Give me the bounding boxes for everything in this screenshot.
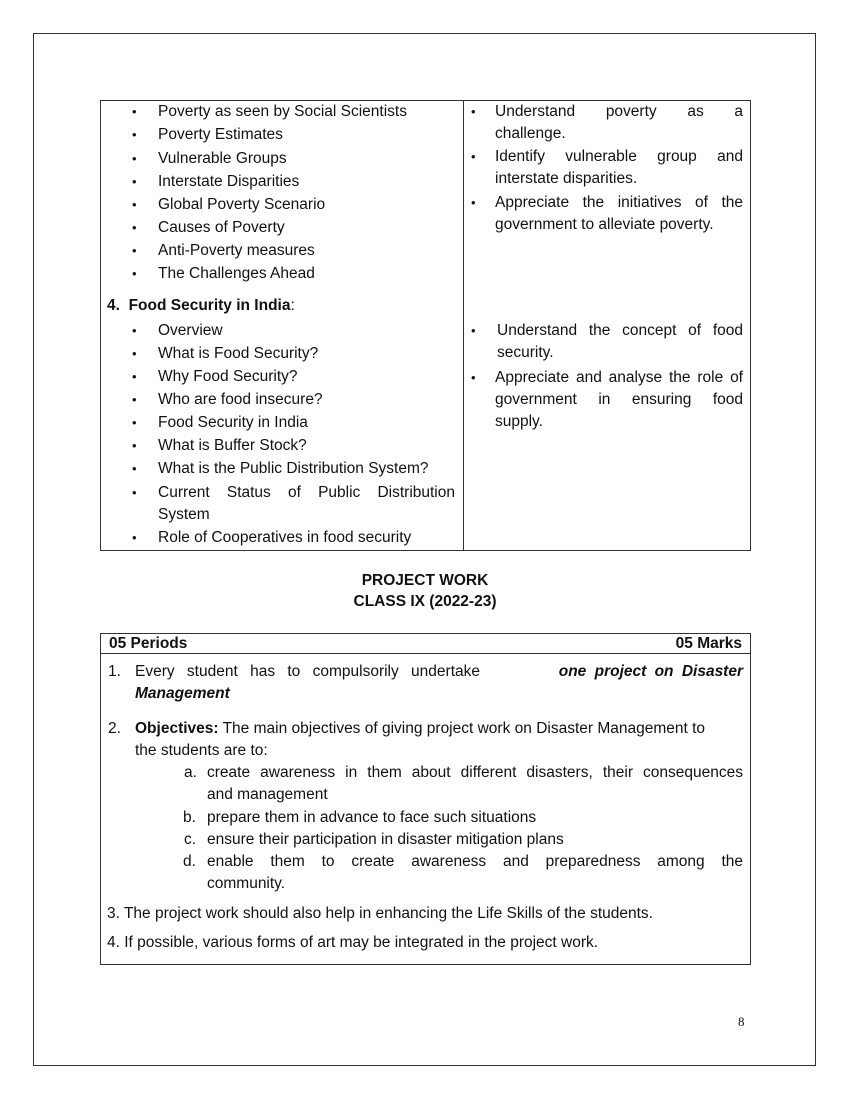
food-topic: • What is Buffer Stock? xyxy=(132,437,307,454)
poverty-outcome: • Identify vulnerable group and interstate disparities. xyxy=(471,148,743,187)
poverty-topic: • Vulnerable Groups xyxy=(132,150,287,167)
poverty-topic: • Poverty Estimates xyxy=(132,126,283,143)
project-item-4: 4. If possible, various forms of art may be integrated in the project work. xyxy=(107,934,599,951)
objective-letter: b. xyxy=(183,809,196,826)
periods-label: 05 Periods xyxy=(109,635,188,652)
poverty-topic: • Global Poverty Scenario xyxy=(132,196,326,213)
objective-item: enable them to create awareness and preparedness among the community. xyxy=(207,853,743,892)
food-outcome: • Understand the concept of food security. xyxy=(471,322,743,361)
project-item-3: 3. The project work should also help in enhancing the Life Skills of the students. xyxy=(107,905,653,922)
project-title: PROJECT WORK xyxy=(361,572,489,589)
project-item-2: Objectives: The main objectives of giving project work on Disaster Management to the students are to: xyxy=(135,720,706,759)
poverty-outcome: • Understand poverty as a challenge. xyxy=(471,103,743,142)
poverty-topic: • Poverty as seen by Social Scientists xyxy=(132,103,407,120)
food-topic: • What is Food Security? xyxy=(132,345,319,362)
poverty-topic: • The Challenges Ahead xyxy=(132,265,315,282)
food-topic: • What is the Public Distribution System? xyxy=(132,460,429,477)
section-heading: 4. Food Security in India: xyxy=(107,297,295,314)
food-topic: • Overview xyxy=(132,322,223,339)
poverty-topic: • Anti-Poverty measures xyxy=(132,242,315,259)
poverty-topic: • Interstate Disparities xyxy=(132,173,300,190)
project-header-row xyxy=(101,634,750,654)
objective-item: prepare them in advance to face such situations xyxy=(207,809,537,826)
objective-letter: c. xyxy=(184,831,197,848)
poverty-outcome: • Appreciate the initiatives of the government to alleviate poverty. xyxy=(471,194,743,233)
page-number: 8 xyxy=(738,1014,745,1029)
objective-letter: d. xyxy=(183,853,196,870)
item-number: 1. xyxy=(108,663,121,680)
objective-item: create awareness in them about different disasters, their consequences and management xyxy=(207,764,743,803)
marks-label: 05 Marks xyxy=(675,635,742,652)
project-class: CLASS IX (2022-23) xyxy=(353,593,497,610)
food-topic: • Who are food insecure? xyxy=(132,391,323,408)
food-outcome: • Appreciate and analyse the role of government in ensuring food supply. xyxy=(471,369,743,430)
poverty-topic: • Causes of Poverty xyxy=(132,219,285,236)
food-topic: • Food Security in India xyxy=(132,414,308,431)
project-item-1: Every student has to compulsorily undertake one project on Disaster Management xyxy=(135,663,743,702)
food-topic: • Why Food Security? xyxy=(132,368,298,385)
food-topic: • Current Status of Public Distribution System xyxy=(132,484,455,523)
food-topic: • Role of Cooperatives in food security xyxy=(132,529,412,546)
project-table xyxy=(100,633,751,965)
objective-item: ensure their participation in disaster mitigation plans xyxy=(207,831,564,848)
objective-letter: a. xyxy=(184,764,197,781)
item-number: 2. xyxy=(108,720,121,737)
syllabus-table xyxy=(100,100,751,551)
column-divider xyxy=(463,101,464,550)
